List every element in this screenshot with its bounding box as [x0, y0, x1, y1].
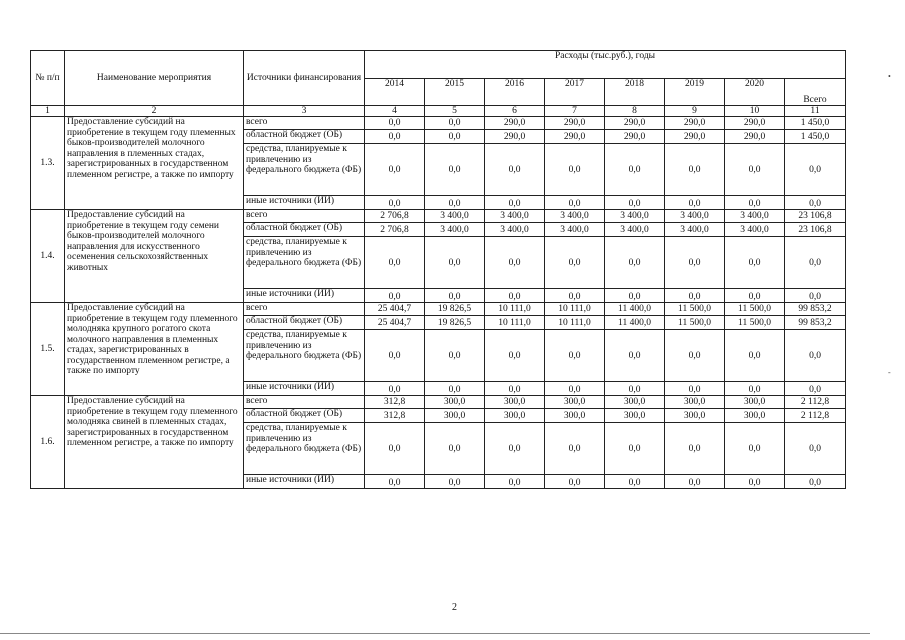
amount-cell: 99 853,2	[785, 316, 846, 330]
funding-source: областной бюджет (ОБ)	[244, 316, 365, 330]
table-body	[31, 117, 846, 489]
amount-cell: 0,0	[725, 289, 785, 303]
amount-cell: 0,0	[725, 423, 785, 475]
amount-cell: 0,0	[605, 196, 665, 210]
amount-cell: 0,0	[665, 423, 725, 475]
amount-cell: 0,0	[545, 237, 605, 289]
amount-cell: 0,0	[665, 289, 725, 303]
column-number: 6	[485, 106, 545, 117]
amount-cell: 0,0	[785, 144, 846, 196]
amount-cell: 0,0	[665, 382, 725, 396]
amount-cell: 0,0	[365, 117, 425, 130]
col-header-num: № п/п	[31, 51, 65, 106]
amount-cell: 0,0	[725, 196, 785, 210]
amount-cell: 2 112,8	[785, 396, 846, 409]
column-number: 9	[665, 106, 725, 117]
funding-source: областной бюджет (ОБ)	[244, 223, 365, 237]
amount-cell: 0,0	[545, 289, 605, 303]
amount-cell: 11 500,0	[665, 316, 725, 330]
bottom-rule	[0, 633, 870, 634]
amount-cell: 19 826,5	[425, 303, 485, 316]
year-header: 2017	[545, 79, 605, 106]
funding-source: всего	[244, 396, 365, 409]
measure-name: Предоставление субсидий на приобретение в текущем году семени быков-производителей молочного направления для искусственного осеменения сельскохозяйственных животных	[65, 210, 244, 303]
amount-cell: 0,0	[605, 144, 665, 196]
amount-cell: 0,0	[785, 196, 846, 210]
amount-cell: 3 400,0	[425, 210, 485, 223]
amount-cell: 0,0	[665, 475, 725, 489]
scan-mark: •	[888, 72, 891, 81]
amount-cell: 300,0	[545, 409, 605, 423]
amount-cell: 312,8	[365, 409, 425, 423]
amount-cell: 0,0	[425, 117, 485, 130]
column-number: 11	[785, 106, 846, 117]
amount-cell: 3 400,0	[485, 223, 545, 237]
amount-cell: 300,0	[545, 396, 605, 409]
column-number: 2	[65, 106, 244, 117]
amount-cell: 0,0	[605, 289, 665, 303]
amount-cell: 290,0	[605, 117, 665, 130]
amount-cell: 1 450,0	[785, 117, 846, 130]
amount-cell: 0,0	[485, 330, 545, 382]
amount-cell: 0,0	[485, 196, 545, 210]
amount-cell: 3 400,0	[545, 223, 605, 237]
amount-cell: 11 500,0	[725, 316, 785, 330]
amount-cell: 11 400,0	[605, 303, 665, 316]
amount-cell: 0,0	[425, 130, 485, 144]
amount-cell: 11 500,0	[665, 303, 725, 316]
amount-cell: 0,0	[725, 144, 785, 196]
col-header-expenses: Расходы (тыс.руб.), годы	[365, 51, 846, 79]
funding-source: областной бюджет (ОБ)	[244, 409, 365, 423]
amount-cell: 290,0	[725, 130, 785, 144]
amount-cell: 300,0	[665, 409, 725, 423]
amount-cell: 25 404,7	[365, 316, 425, 330]
amount-cell: 0,0	[365, 289, 425, 303]
amount-cell: 0,0	[605, 423, 665, 475]
amount-cell: 300,0	[425, 396, 485, 409]
column-number: 1	[31, 106, 65, 117]
measure-name: Предоставление субсидий на приобретение в текущем году племенного молодняка свиней в племенных стадах, зарегистрированных в государственном племенном регистре, а также по импорту	[65, 396, 244, 489]
amount-cell: 0,0	[545, 196, 605, 210]
amount-cell: 0,0	[485, 382, 545, 396]
year-header: 2014	[365, 79, 425, 106]
amount-cell: 10 111,0	[545, 316, 605, 330]
amount-cell: 19 826,5	[425, 316, 485, 330]
year-header: 2020	[725, 79, 785, 106]
amount-cell: 3 400,0	[605, 210, 665, 223]
amount-cell: 0,0	[605, 237, 665, 289]
funding-source: средства, планируемые к привлечению из федерального бюджета (ФБ)	[244, 330, 365, 382]
table-row	[31, 117, 846, 130]
year-header: 2015	[425, 79, 485, 106]
amount-cell: 11 400,0	[605, 316, 665, 330]
amount-cell: 23 106,8	[785, 223, 846, 237]
scan-mark: -	[888, 368, 891, 377]
amount-cell: 0,0	[665, 330, 725, 382]
column-number: 7	[545, 106, 605, 117]
amount-cell: 0,0	[665, 196, 725, 210]
amount-cell: 0,0	[425, 382, 485, 396]
column-numbers-row	[31, 106, 846, 117]
amount-cell: 25 404,7	[365, 303, 425, 316]
amount-cell: 1 450,0	[785, 130, 846, 144]
col-header-name: Наименование мероприятия	[65, 51, 244, 106]
amount-cell: 0,0	[785, 423, 846, 475]
amount-cell: 290,0	[725, 117, 785, 130]
amount-cell: 3 400,0	[485, 210, 545, 223]
funding-source: иные источники (ИИ)	[244, 475, 365, 489]
year-header: 2019	[665, 79, 725, 106]
amount-cell: 0,0	[785, 475, 846, 489]
amount-cell: 0,0	[365, 196, 425, 210]
amount-cell: 0,0	[665, 144, 725, 196]
amount-cell: 290,0	[605, 130, 665, 144]
row-index: 1.5.	[31, 303, 65, 396]
funding-source: иные источники (ИИ)	[244, 382, 365, 396]
funding-source: областной бюджет (ОБ)	[244, 130, 365, 144]
amount-cell: 3 400,0	[545, 210, 605, 223]
amount-cell: 0,0	[545, 330, 605, 382]
amount-cell: 300,0	[725, 396, 785, 409]
amount-cell: 0,0	[365, 330, 425, 382]
funding-source: средства, планируемые к привлечению из федерального бюджета (ФБ)	[244, 423, 365, 475]
amount-cell: 300,0	[605, 409, 665, 423]
amount-cell: 0,0	[485, 289, 545, 303]
column-number: 10	[725, 106, 785, 117]
amount-cell: 290,0	[665, 130, 725, 144]
funding-source: иные источники (ИИ)	[244, 196, 365, 210]
expenses-table	[30, 50, 846, 489]
amount-cell: 0,0	[605, 475, 665, 489]
amount-cell: 290,0	[485, 117, 545, 130]
amount-cell: 11 500,0	[725, 303, 785, 316]
amount-cell: 0,0	[725, 382, 785, 396]
amount-cell: 290,0	[545, 130, 605, 144]
amount-cell: 3 400,0	[725, 223, 785, 237]
amount-cell: 0,0	[665, 237, 725, 289]
amount-cell: 0,0	[785, 237, 846, 289]
amount-cell: 290,0	[485, 130, 545, 144]
amount-cell: 3 400,0	[725, 210, 785, 223]
amount-cell: 0,0	[545, 144, 605, 196]
column-number: 3	[244, 106, 365, 117]
col-header-source: Источники финансирования	[244, 51, 365, 106]
amount-cell: 0,0	[365, 475, 425, 489]
total-header: Всего	[785, 79, 846, 106]
funding-source: средства, планируемые к привлечению из федерального бюджета (ФБ)	[244, 144, 365, 196]
amount-cell: 0,0	[785, 330, 846, 382]
amount-cell: 3 400,0	[665, 210, 725, 223]
page-number: 2	[452, 602, 457, 613]
amount-cell: 0,0	[425, 330, 485, 382]
table-row	[31, 396, 846, 409]
amount-cell: 10 111,0	[485, 303, 545, 316]
amount-cell: 3 400,0	[665, 223, 725, 237]
amount-cell: 300,0	[725, 409, 785, 423]
funding-source: всего	[244, 303, 365, 316]
row-index: 1.6.	[31, 396, 65, 489]
funding-source: иные источники (ИИ)	[244, 289, 365, 303]
column-number: 8	[605, 106, 665, 117]
amount-cell: 0,0	[605, 330, 665, 382]
amount-cell: 0,0	[365, 237, 425, 289]
program-table-sheet	[30, 50, 846, 489]
amount-cell: 300,0	[425, 409, 485, 423]
column-number: 5	[425, 106, 485, 117]
amount-cell: 0,0	[425, 144, 485, 196]
funding-source: средства, планируемые к привлечению из федерального бюджета (ФБ)	[244, 237, 365, 289]
amount-cell: 0,0	[545, 423, 605, 475]
funding-source: всего	[244, 117, 365, 130]
amount-cell: 0,0	[425, 475, 485, 489]
amount-cell: 0,0	[725, 237, 785, 289]
amount-cell: 312,8	[365, 396, 425, 409]
amount-cell: 0,0	[785, 382, 846, 396]
measure-name: Предоставление субсидий на приобретение в текущем году племенных быков-производителей молочного направления в племенных стадах, зарегистрированных в государственном племенном регистре, а также по импорту	[65, 117, 244, 210]
year-header: 2016	[485, 79, 545, 106]
amount-cell: 99 853,2	[785, 303, 846, 316]
amount-cell: 0,0	[485, 475, 545, 489]
column-number: 4	[365, 106, 425, 117]
amount-cell: 0,0	[365, 423, 425, 475]
amount-cell: 0,0	[485, 144, 545, 196]
year-header: 2018	[605, 79, 665, 106]
amount-cell: 0,0	[425, 237, 485, 289]
measure-name: Предоставление субсидий на приобретение в текущем году племенного молодняка крупного рогатого скота молочного направления в племенных стадах, зарегистрированных в государственном племенном регистре, а также по импорту	[65, 303, 244, 396]
amount-cell: 290,0	[665, 117, 725, 130]
amount-cell: 0,0	[365, 144, 425, 196]
amount-cell: 0,0	[485, 237, 545, 289]
table-row	[31, 303, 846, 316]
amount-cell: 0,0	[545, 475, 605, 489]
amount-cell: 10 111,0	[545, 303, 605, 316]
row-index: 1.3.	[31, 117, 65, 210]
amount-cell: 300,0	[665, 396, 725, 409]
amount-cell: 0,0	[425, 423, 485, 475]
amount-cell: 0,0	[725, 475, 785, 489]
amount-cell: 300,0	[605, 396, 665, 409]
amount-cell: 0,0	[725, 330, 785, 382]
amount-cell: 2 706,8	[365, 223, 425, 237]
amount-cell: 290,0	[545, 117, 605, 130]
amount-cell: 23 106,8	[785, 210, 846, 223]
amount-cell: 0,0	[485, 423, 545, 475]
row-index: 1.4.	[31, 210, 65, 303]
amount-cell: 3 400,0	[425, 223, 485, 237]
amount-cell: 0,0	[425, 196, 485, 210]
amount-cell: 0,0	[425, 289, 485, 303]
amount-cell: 0,0	[785, 289, 846, 303]
amount-cell: 0,0	[365, 130, 425, 144]
amount-cell: 0,0	[365, 382, 425, 396]
amount-cell: 300,0	[485, 409, 545, 423]
amount-cell: 0,0	[545, 382, 605, 396]
table-row	[31, 210, 846, 223]
amount-cell: 2 706,8	[365, 210, 425, 223]
funding-source: всего	[244, 210, 365, 223]
amount-cell: 0,0	[605, 382, 665, 396]
amount-cell: 2 112,8	[785, 409, 846, 423]
amount-cell: 3 400,0	[605, 223, 665, 237]
amount-cell: 300,0	[485, 396, 545, 409]
amount-cell: 10 111,0	[485, 316, 545, 330]
